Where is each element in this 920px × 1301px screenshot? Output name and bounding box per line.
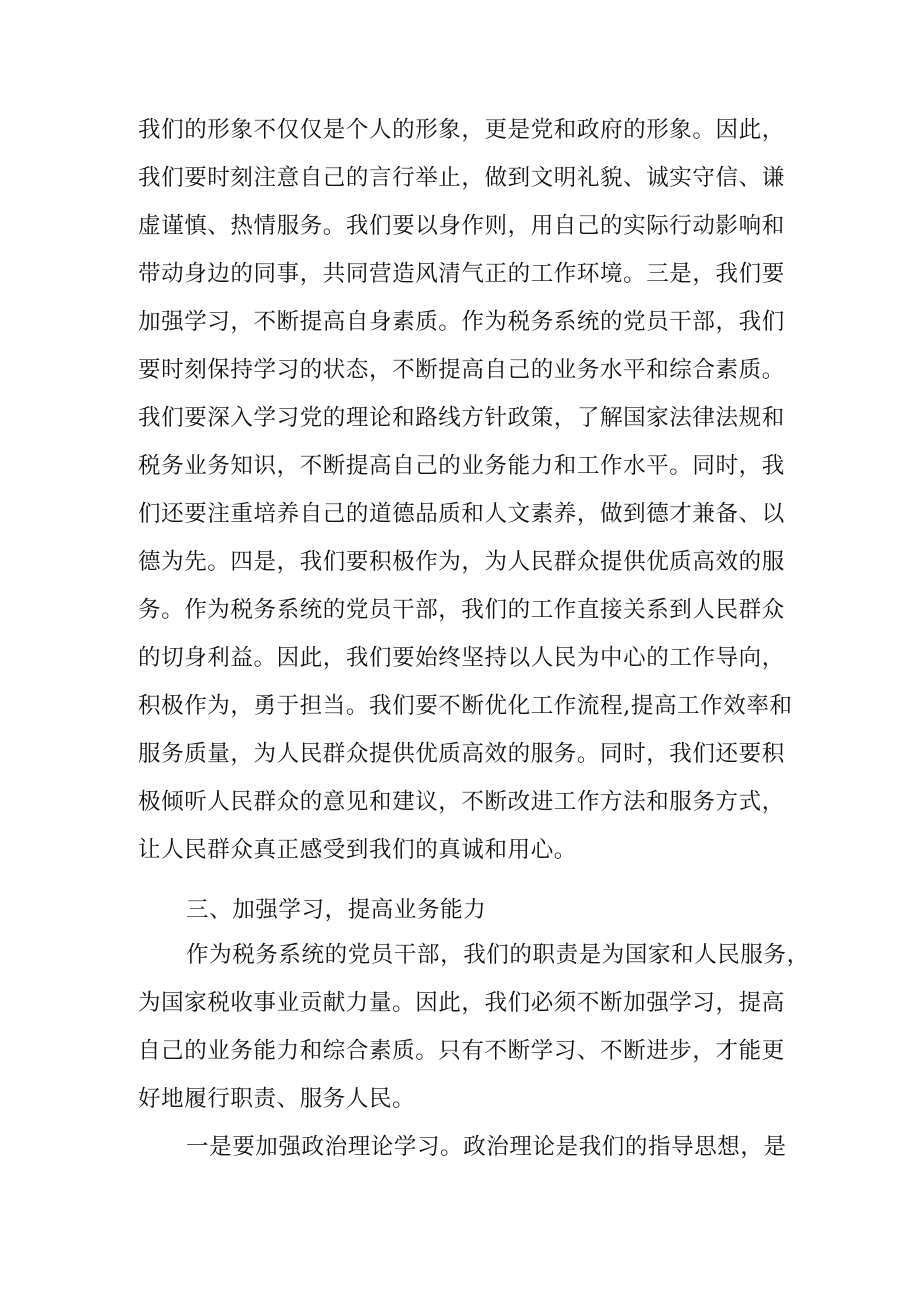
paragraph-1-line: 们还要注重培养自己的道德品质和人文素养，做到德才兼备、以	[138, 501, 785, 527]
paragraph-1-line: 要时刻保持学习的状态，不断提高自己的业务水平和综合素质。	[138, 357, 785, 383]
paragraph-1-line: 务。作为税务系统的党员干部，我们的工作直接关系到人民群众	[138, 597, 785, 623]
paragraph-3-line: 一是要加强政治理论学习。政治理论是我们的指导思想，是	[186, 1134, 787, 1160]
paragraph-1-line: 虚谨慎、热情服务。我们要以身作则，用自己的实际行动影响和	[138, 213, 785, 239]
paragraph-1-line: 税务业务知识，不断提高自己的业务能力和工作水平。同时，我	[138, 453, 785, 479]
paragraph-1-line: 极倾听人民群众的意见和建议，不断改进工作方法和服务方式，	[138, 789, 785, 815]
section-heading: 三、加强学习，提高业务能力	[186, 897, 487, 923]
paragraph-2-line: 为国家税收事业贡献力量。因此，我们必须不断加强学习，提高	[138, 990, 785, 1016]
paragraph-1-line: 服务质量，为人民群众提供优质高效的服务。同时，我们还要积	[138, 741, 785, 767]
paragraph-1-line: 我们要深入学习党的理论和路线方针政策，了解国家法律法规和	[138, 405, 785, 431]
paragraph-1-line: 带动身边的同事，共同营造风清气正的工作环境。三是，我们要	[138, 261, 785, 287]
paragraph-2-line: 作为税务系统的党员干部，我们的职责是为国家和人民服务，	[186, 942, 810, 968]
paragraph-2-line: 自己的业务能力和综合素质。只有不断学习、不断进步，才能更	[138, 1038, 785, 1064]
paragraph-1-line: 的切身利益。因此，我们要始终坚持以人民为中心的工作导向，	[138, 645, 785, 671]
paragraph-1-line: 我们的形象不仅仅是个人的形象，更是党和政府的形象。因此，	[138, 117, 785, 143]
paragraph-1-line: 加强学习，不断提高自身素质。作为税务系统的党员干部，我们	[138, 309, 785, 335]
paragraph-1-line: 德为先。四是，我们要积极作为，为人民群众提供优质高效的服	[138, 549, 785, 575]
paragraph-1-line: 让人民群众真正感受到我们的真诚和用心。	[138, 837, 577, 863]
paragraph-2-line: 好地履行职责、服务人民。	[138, 1086, 416, 1112]
paragraph-1-line: 我们要时刻注意自己的言行举止，做到文明礼貌、诚实守信、谦	[138, 165, 785, 191]
paragraph-1-line: 积极作为，勇于担当。我们要不断优化工作流程,提高工作效率和	[138, 693, 793, 719]
